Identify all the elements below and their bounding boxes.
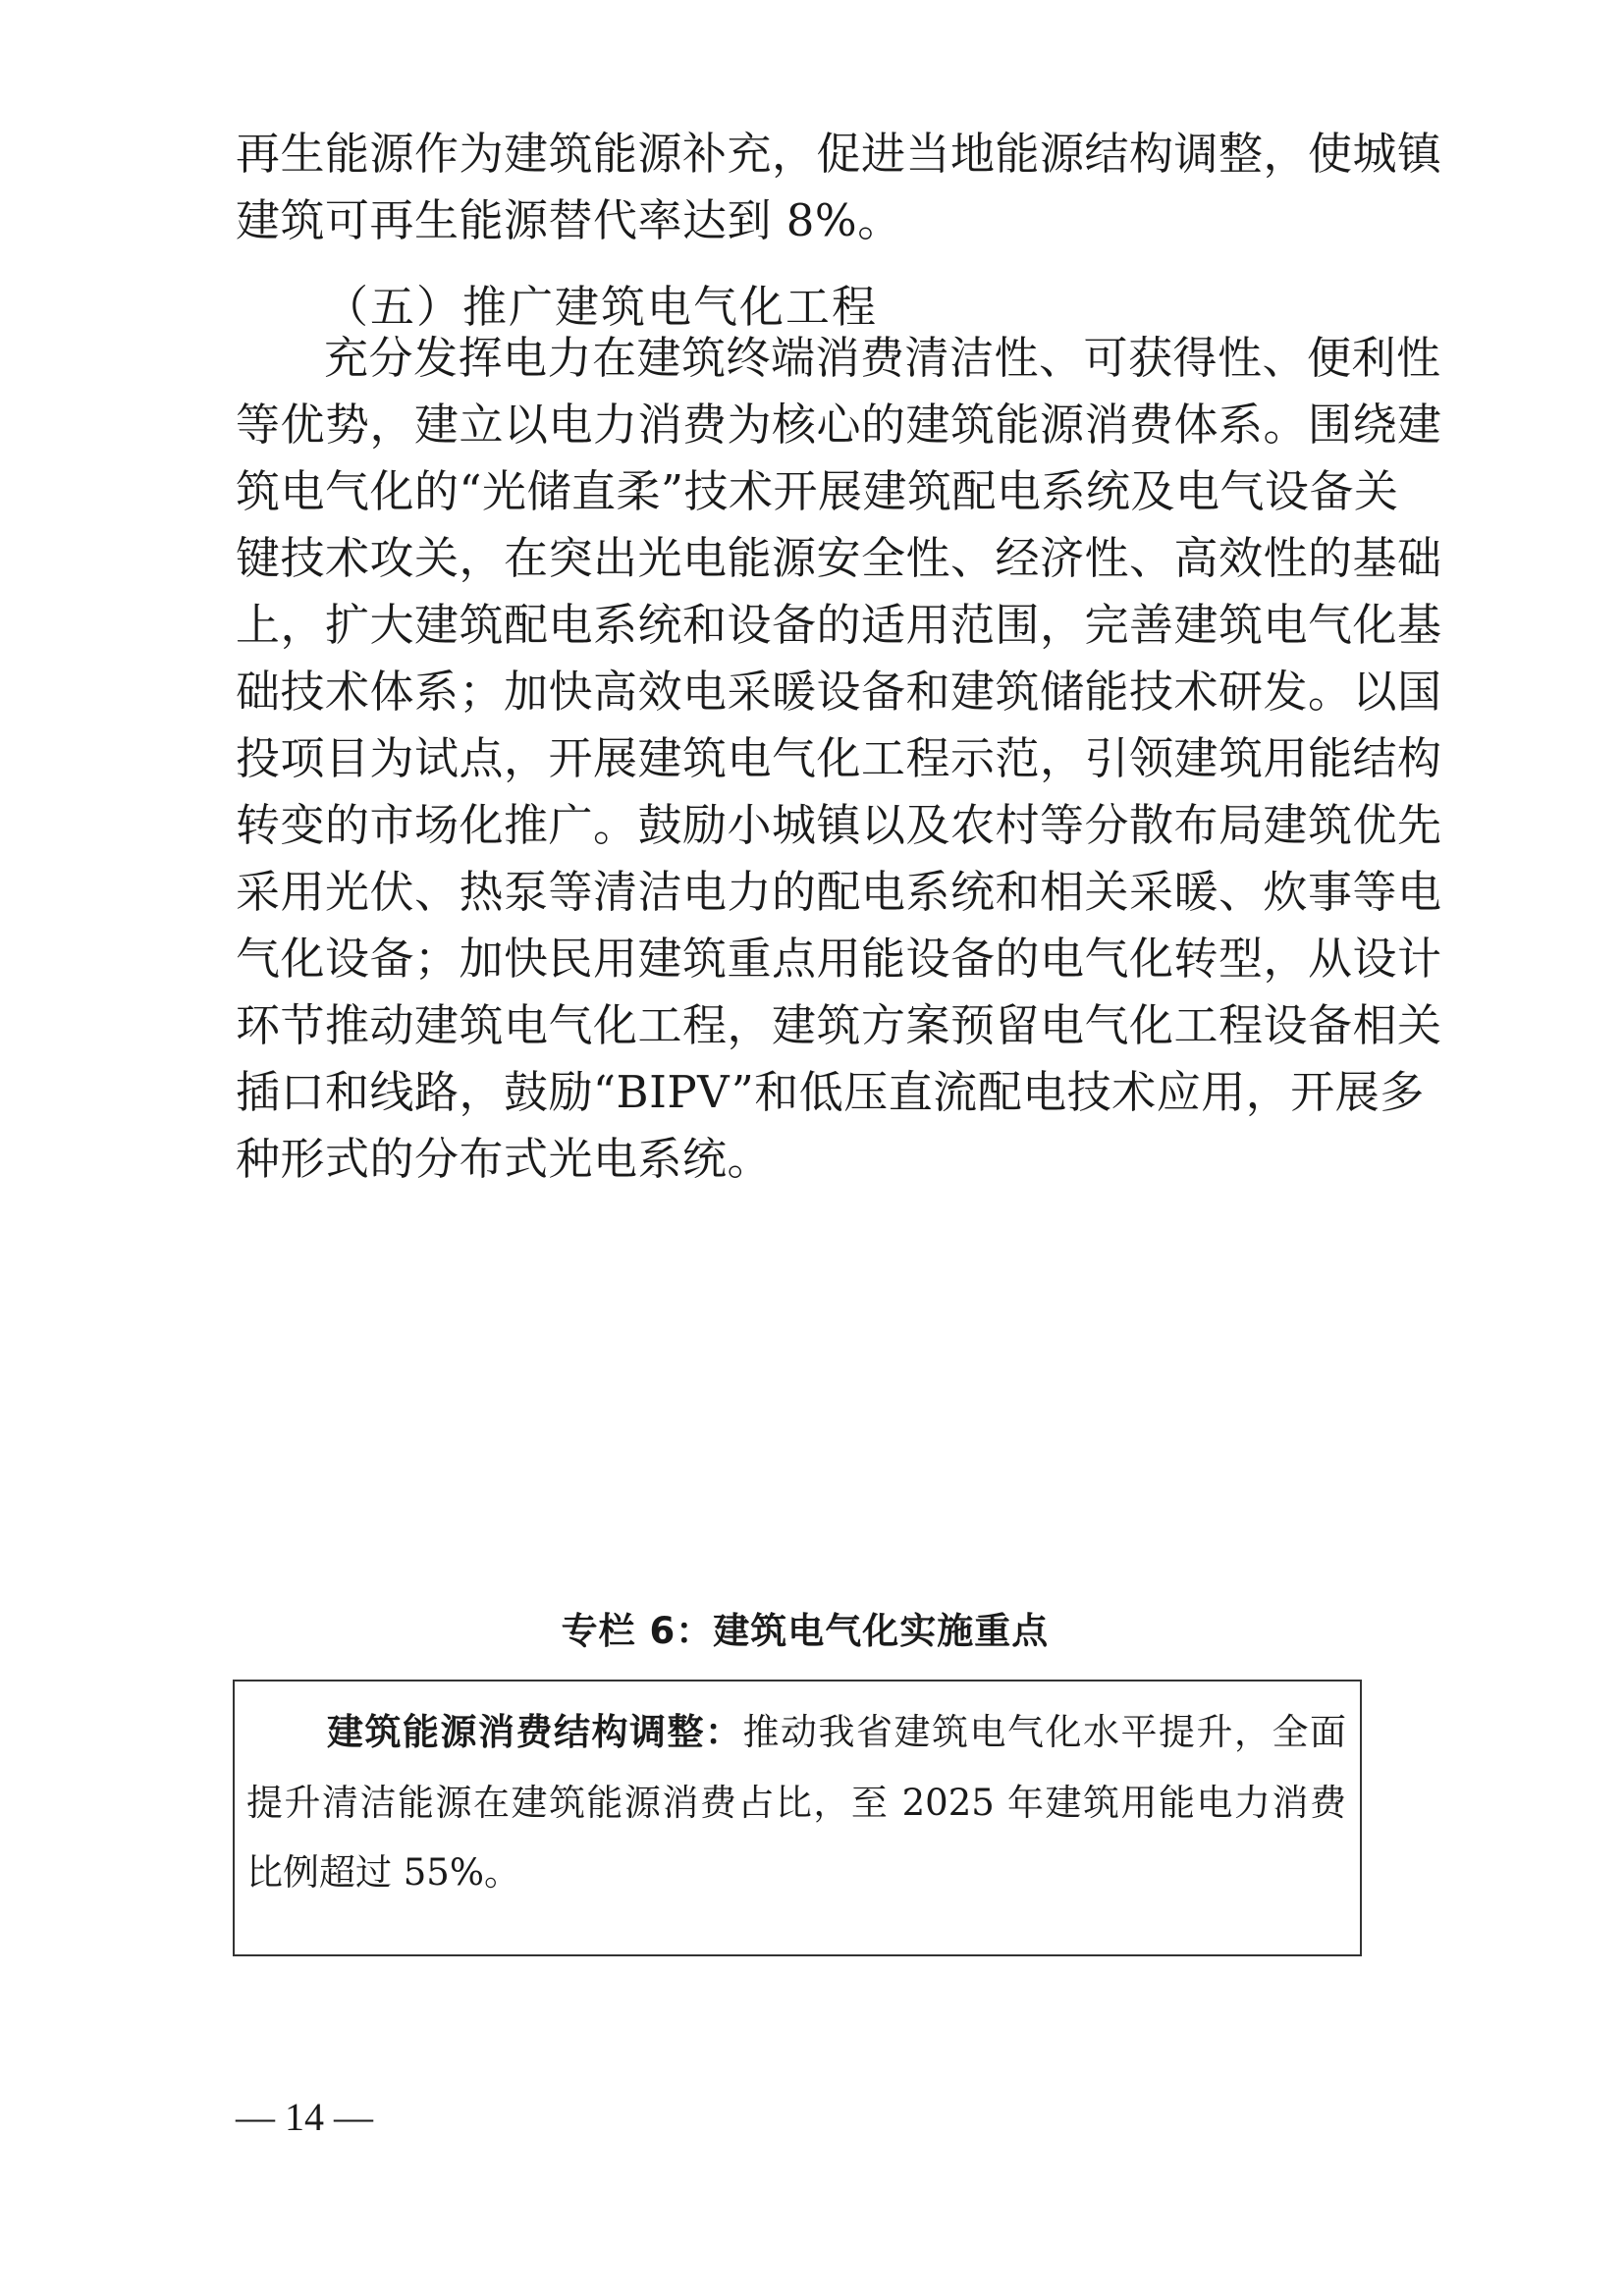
intro-line-1: 再生能源作为建筑能源补充，促进当地能源结构调整，使城镇 [236, 128, 1442, 180]
paragraph-line: 充分发挥电力在建筑终端消费清洁性、可获得性、便利性 [324, 332, 1441, 384]
column-box-title: 专栏 6：建筑电气化实施重点 [561, 1610, 1050, 1652]
paragraph-line: 种形式的分布式光电系统。 [236, 1133, 773, 1185]
intro-line-2: 建筑可再生能源替代率达到 8%。 [236, 194, 902, 246]
paragraph-line: 插口和线路，鼓励“BIPV”和低压直流配电技术应用，开展多 [236, 1066, 1425, 1118]
column-box-lead: 建筑能源消费结构调整： [327, 1711, 743, 1753]
column-box-line-2: 提升清洁能源在建筑能源消费占比，至 2025 年建筑用能电力消费 [246, 1782, 1346, 1824]
column-box-line-3: 比例超过 55%。 [246, 1851, 520, 1894]
paragraph-line: 投项目为试点，开展建筑电气化工程示范，引领建筑用能结构 [236, 732, 1442, 784]
paragraph-line: 转变的市场化推广。鼓励小城镇以及农村等分散布局建筑优先 [236, 799, 1442, 851]
page-number: — 14 — [236, 2095, 373, 2139]
column-box-line-1-rest: 推动我省建筑电气化水平提升，全面 [742, 1711, 1346, 1753]
column-box-line-1 [327, 1708, 1346, 1757]
paragraph-line: 环节推动建筑电气化工程，建筑方案预留电气化工程设备相关 [236, 999, 1442, 1051]
paragraph-line: 筑电气化的“光储直柔”技术开展建筑配电系统及电气设备关 [236, 465, 1399, 517]
paragraph-line: 气化设备；加快民用建筑重点用能设备的电气化转型，从设计 [236, 933, 1442, 985]
paragraph-line: 采用光伏、热泵等清洁电力的配电系统和相关采暖、炊事等电 [236, 866, 1442, 918]
paragraph-line: 等优势，建立以电力消费为核心的建筑能源消费体系。围绕建 [236, 399, 1442, 451]
paragraph-line: 键技术攻关，在突出光电能源安全性、经济性、高效性的基础 [236, 532, 1442, 584]
section-heading: （五）推广建筑电气化工程 [324, 281, 879, 333]
paragraph-line: 上，扩大建筑配电系统和设备的适用范围，完善建筑电气化基 [236, 599, 1442, 651]
paragraph-line: 础技术体系；加快高效电采暖设备和建筑储能技术研发。以国 [236, 666, 1442, 718]
